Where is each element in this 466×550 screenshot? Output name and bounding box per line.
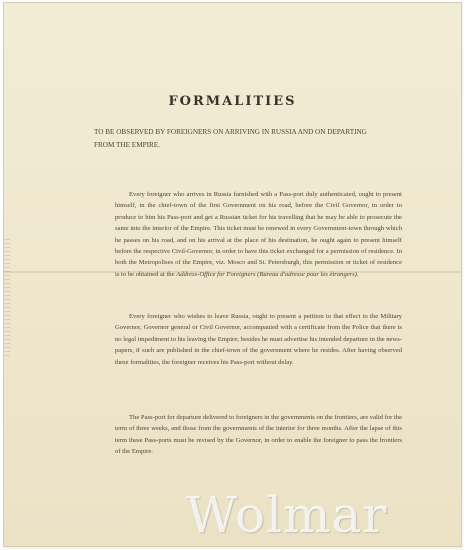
document-title: FORMALITIES [168,94,297,109]
edge-ruler-marks [4,239,10,359]
paragraph-arrival [115,189,402,280]
watermark-logo: Wolmar [186,486,388,544]
paragraph-passport-validity: The Pass-port for departure delivered to foreigners in the governments on the frontiers, are valid for the term of three weeks, and those from the governments of the interior for three months. After the lapse of this term these Pass-ports must be revised by the Governor, in order to enable the foreigner to pass the frontiers of the Empire. [115,414,402,456]
document-subtitle: TO BE OBSERVED BY FOREIGNERS ON ARRIVING IN RUSSIA AND ON DEPARTING FROM THE EMPIRE. [94,128,367,149]
paragraph-arrival-italic: Address-Office for Foreigners (Bureau d'adresse pour les étrangers). [176,270,359,278]
paragraph-arrival-text: Every foreigner who arrives in Russia furnished with a Pass-port duly authenticated, ought to present himself, in the chief-town of the first Government on his road, before the Civil Governor, in order to produce to him his Pass-port and get a Russian ticket for his travelling that he may be able to prosecute the same into the interior of the Empire. This ticket must be renewed in every Government-town through which he passes on his road, and on his arrival at the place of his destination, he ought again to present himself before the respective Civil-Governor, in order to have this ticket exchanged for a permission of residence. In both the Metropolises of the Empire, viz. Mosco and St. Petersburgh, this permission or ticket of residence is to be obtained at the [115,191,402,278]
document-page [4,3,461,546]
paragraph-departure: Every foreigner who wishes to leave Russia, ought to present a petition to that effect to the Military Governor, Governor general or Civil Governor, accompanied with a certificate from the Police that there is no legal impediment to his leaving the Empire; besides he must advertise his intended departure in the news-papers, if such are published in the chief-town of the government where he resides. After having observed these formalities, the foreigner receives his Pass-port without delay. [115,313,402,366]
